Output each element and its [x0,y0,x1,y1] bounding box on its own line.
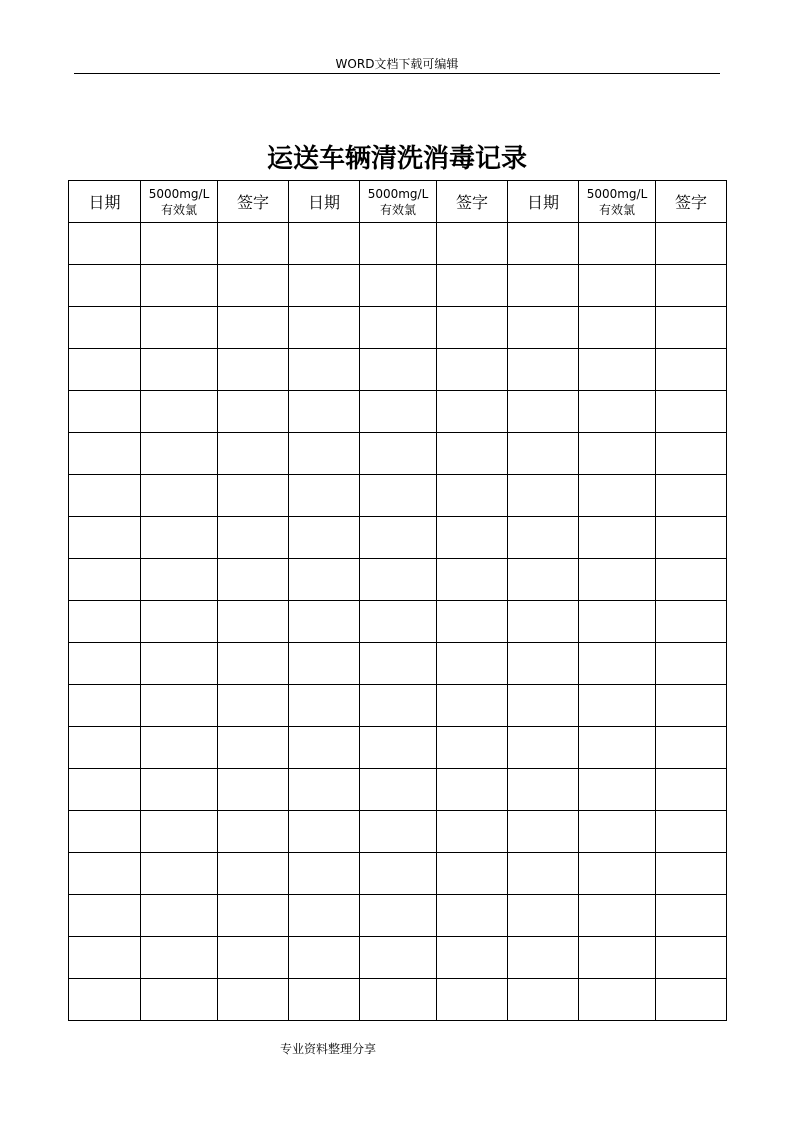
table-cell[interactable] [579,811,656,853]
table-cell[interactable] [218,265,289,307]
table-cell[interactable] [218,643,289,685]
table-cell[interactable] [141,349,218,391]
table-cell[interactable] [508,307,579,349]
table-row [69,433,727,475]
table-cell[interactable] [508,979,579,1021]
table-cell[interactable] [508,433,579,475]
table-cell[interactable] [437,937,508,979]
column-header: 日期 [508,181,579,223]
table-cell[interactable] [656,559,727,601]
table-cell[interactable] [289,769,360,811]
table-cell[interactable] [437,979,508,1021]
table-cell[interactable] [69,433,141,475]
table-row [69,811,727,853]
column-header: 5000mg/L 有效氯 [579,181,656,223]
table-cell[interactable] [69,223,141,265]
table-row [69,517,727,559]
table-cell[interactable] [437,307,508,349]
table-cell[interactable] [437,685,508,727]
table-cell[interactable] [218,727,289,769]
table-cell[interactable] [69,517,141,559]
table-cell[interactable] [218,979,289,1021]
table-cell[interactable] [508,517,579,559]
table-cell[interactable] [141,475,218,517]
table-cell[interactable] [218,517,289,559]
table-cell[interactable] [69,979,141,1021]
table-cell[interactable] [508,349,579,391]
table-cell[interactable] [508,265,579,307]
table-cell[interactable] [289,559,360,601]
table-cell[interactable] [579,727,656,769]
table-cell[interactable] [69,307,141,349]
table-cell[interactable] [69,391,141,433]
table-row [69,601,727,643]
table-cell[interactable] [218,433,289,475]
table-header-row [69,181,727,223]
table-cell[interactable] [69,895,141,937]
table-cell[interactable] [141,853,218,895]
column-header: 签字 [656,181,727,223]
column-header: 5000mg/L 有效氯 [141,181,218,223]
table-cell[interactable] [289,223,360,265]
table-row [69,895,727,937]
table-cell[interactable] [141,265,218,307]
table-cell[interactable] [69,727,141,769]
table-cell[interactable] [437,517,508,559]
table-cell[interactable] [579,895,656,937]
table-cell[interactable] [579,937,656,979]
table-cell[interactable] [218,853,289,895]
table-cell[interactable] [656,475,727,517]
table-cell[interactable] [508,937,579,979]
table-cell[interactable] [69,853,141,895]
table-cell[interactable] [141,769,218,811]
table-cell[interactable] [437,559,508,601]
table-cell[interactable] [289,349,360,391]
table-cell[interactable] [69,769,141,811]
table-cell[interactable] [579,433,656,475]
table-row [69,223,727,265]
table-cell[interactable] [218,895,289,937]
table-cell[interactable] [437,895,508,937]
page-header: WORD文档下载可编辑 [74,56,720,74]
table-cell[interactable] [69,811,141,853]
column-header: 日期 [69,181,141,223]
table-cell[interactable] [656,979,727,1021]
table-cell[interactable] [360,559,437,601]
table-cell[interactable] [141,433,218,475]
table-cell[interactable] [508,811,579,853]
table-cell[interactable] [508,475,579,517]
table-cell[interactable] [218,811,289,853]
table-cell[interactable] [579,307,656,349]
table-cell[interactable] [579,601,656,643]
table-cell[interactable] [69,643,141,685]
page-footer: 专业资料整理分享 [280,1042,377,1056]
table-cell[interactable] [218,769,289,811]
table-cell[interactable] [289,979,360,1021]
table-row [69,937,727,979]
table-cell[interactable] [289,853,360,895]
table-cell[interactable] [579,517,656,559]
table-cell[interactable] [360,475,437,517]
table-cell[interactable] [141,811,218,853]
table-cell[interactable] [218,475,289,517]
table-cell[interactable] [360,433,437,475]
table-cell[interactable] [437,433,508,475]
table-cell[interactable] [360,601,437,643]
table-cell[interactable] [289,643,360,685]
table-cell[interactable] [508,559,579,601]
table-row [69,559,727,601]
table-cell[interactable] [69,685,141,727]
table-cell[interactable] [360,895,437,937]
table-cell[interactable] [656,307,727,349]
table-row [69,265,727,307]
table-cell[interactable] [360,643,437,685]
table-cell[interactable] [289,727,360,769]
table-cell[interactable] [360,769,437,811]
table-cell[interactable] [218,601,289,643]
table-cell[interactable] [141,223,218,265]
table-cell[interactable] [437,601,508,643]
table-cell[interactable] [69,559,141,601]
table-cell[interactable] [508,223,579,265]
table-cell[interactable] [656,769,727,811]
table-cell[interactable] [437,727,508,769]
table-cell[interactable] [141,643,218,685]
table-cell[interactable] [437,223,508,265]
table-cell[interactable] [289,685,360,727]
table-cell[interactable] [579,685,656,727]
table-cell[interactable] [656,853,727,895]
table-cell[interactable] [579,265,656,307]
table-cell[interactable] [656,601,727,643]
table-cell[interactable] [437,643,508,685]
table-cell[interactable] [656,517,727,559]
table-cell[interactable] [218,223,289,265]
table-cell[interactable] [69,475,141,517]
table-cell[interactable] [218,937,289,979]
table-cell[interactable] [579,475,656,517]
table-cell[interactable] [289,811,360,853]
table-row [69,979,727,1021]
table-row [69,685,727,727]
table-cell[interactable] [656,937,727,979]
table-cell[interactable] [141,937,218,979]
table-cell[interactable] [579,349,656,391]
table-cell[interactable] [141,895,218,937]
table-cell[interactable] [656,223,727,265]
table-cell[interactable] [141,391,218,433]
table-cell[interactable] [360,517,437,559]
table-cell[interactable] [437,811,508,853]
table-cell[interactable] [141,559,218,601]
table-cell[interactable] [218,307,289,349]
column-header: 5000mg/L 有效氯 [360,181,437,223]
table-cell[interactable] [289,433,360,475]
table-cell[interactable] [289,895,360,937]
table-cell[interactable] [656,265,727,307]
table-cell[interactable] [141,979,218,1021]
table-row [69,391,727,433]
table-cell[interactable] [141,307,218,349]
table-cell[interactable] [508,685,579,727]
table-row [69,307,727,349]
table-cell[interactable] [360,853,437,895]
table-cell[interactable] [141,517,218,559]
table-cell[interactable] [289,265,360,307]
table-cell[interactable] [360,223,437,265]
table-cell[interactable] [289,601,360,643]
table-cell[interactable] [360,937,437,979]
table-cell[interactable] [656,895,727,937]
table-cell[interactable] [508,727,579,769]
table-cell[interactable] [289,937,360,979]
table-cell[interactable] [289,517,360,559]
table-cell[interactable] [508,643,579,685]
table-cell[interactable] [437,475,508,517]
table-cell[interactable] [437,853,508,895]
table-cell[interactable] [579,769,656,811]
record-table [68,180,727,1021]
table-cell[interactable] [289,475,360,517]
table-cell[interactable] [360,349,437,391]
table-cell[interactable] [141,685,218,727]
table-cell[interactable] [656,433,727,475]
table-cell[interactable] [437,265,508,307]
table-cell[interactable] [579,223,656,265]
table-cell[interactable] [69,265,141,307]
table-cell[interactable] [508,895,579,937]
table-cell[interactable] [656,349,727,391]
table-cell[interactable] [360,307,437,349]
table-cell[interactable] [360,979,437,1021]
table-cell[interactable] [579,391,656,433]
table-cell[interactable] [656,811,727,853]
table-cell[interactable] [508,391,579,433]
table-row [69,475,727,517]
table-cell[interactable] [289,391,360,433]
table-cell[interactable] [69,349,141,391]
table-cell[interactable] [437,349,508,391]
column-header: 日期 [289,181,360,223]
table-cell[interactable] [218,685,289,727]
table-row [69,643,727,685]
table-cell[interactable] [437,769,508,811]
table-row [69,853,727,895]
table-cell[interactable] [656,391,727,433]
table-cell[interactable] [218,349,289,391]
table-cell[interactable] [360,265,437,307]
table-cell[interactable] [579,979,656,1021]
table-cell[interactable] [508,769,579,811]
table-cell[interactable] [579,643,656,685]
table-cell[interactable] [508,601,579,643]
column-header: 签字 [218,181,289,223]
table-row [69,727,727,769]
table-cell[interactable] [141,727,218,769]
table-cell[interactable] [69,601,141,643]
table-cell[interactable] [579,853,656,895]
table-cell[interactable] [656,685,727,727]
column-header: 签字 [437,181,508,223]
table-row [69,769,727,811]
table-cell[interactable] [656,643,727,685]
table-cell[interactable] [218,391,289,433]
table-cell[interactable] [437,391,508,433]
table-cell[interactable] [141,601,218,643]
table-cell[interactable] [508,853,579,895]
table-cell[interactable] [360,391,437,433]
table-cell[interactable] [218,559,289,601]
table-cell[interactable] [69,937,141,979]
document-title: 运送车辆清洗消毒记录 [266,144,527,174]
table-cell[interactable] [360,811,437,853]
table-cell[interactable] [579,559,656,601]
table-cell[interactable] [360,727,437,769]
table-row [69,349,727,391]
table-cell[interactable] [656,727,727,769]
table-cell[interactable] [289,307,360,349]
table-cell[interactable] [360,685,437,727]
